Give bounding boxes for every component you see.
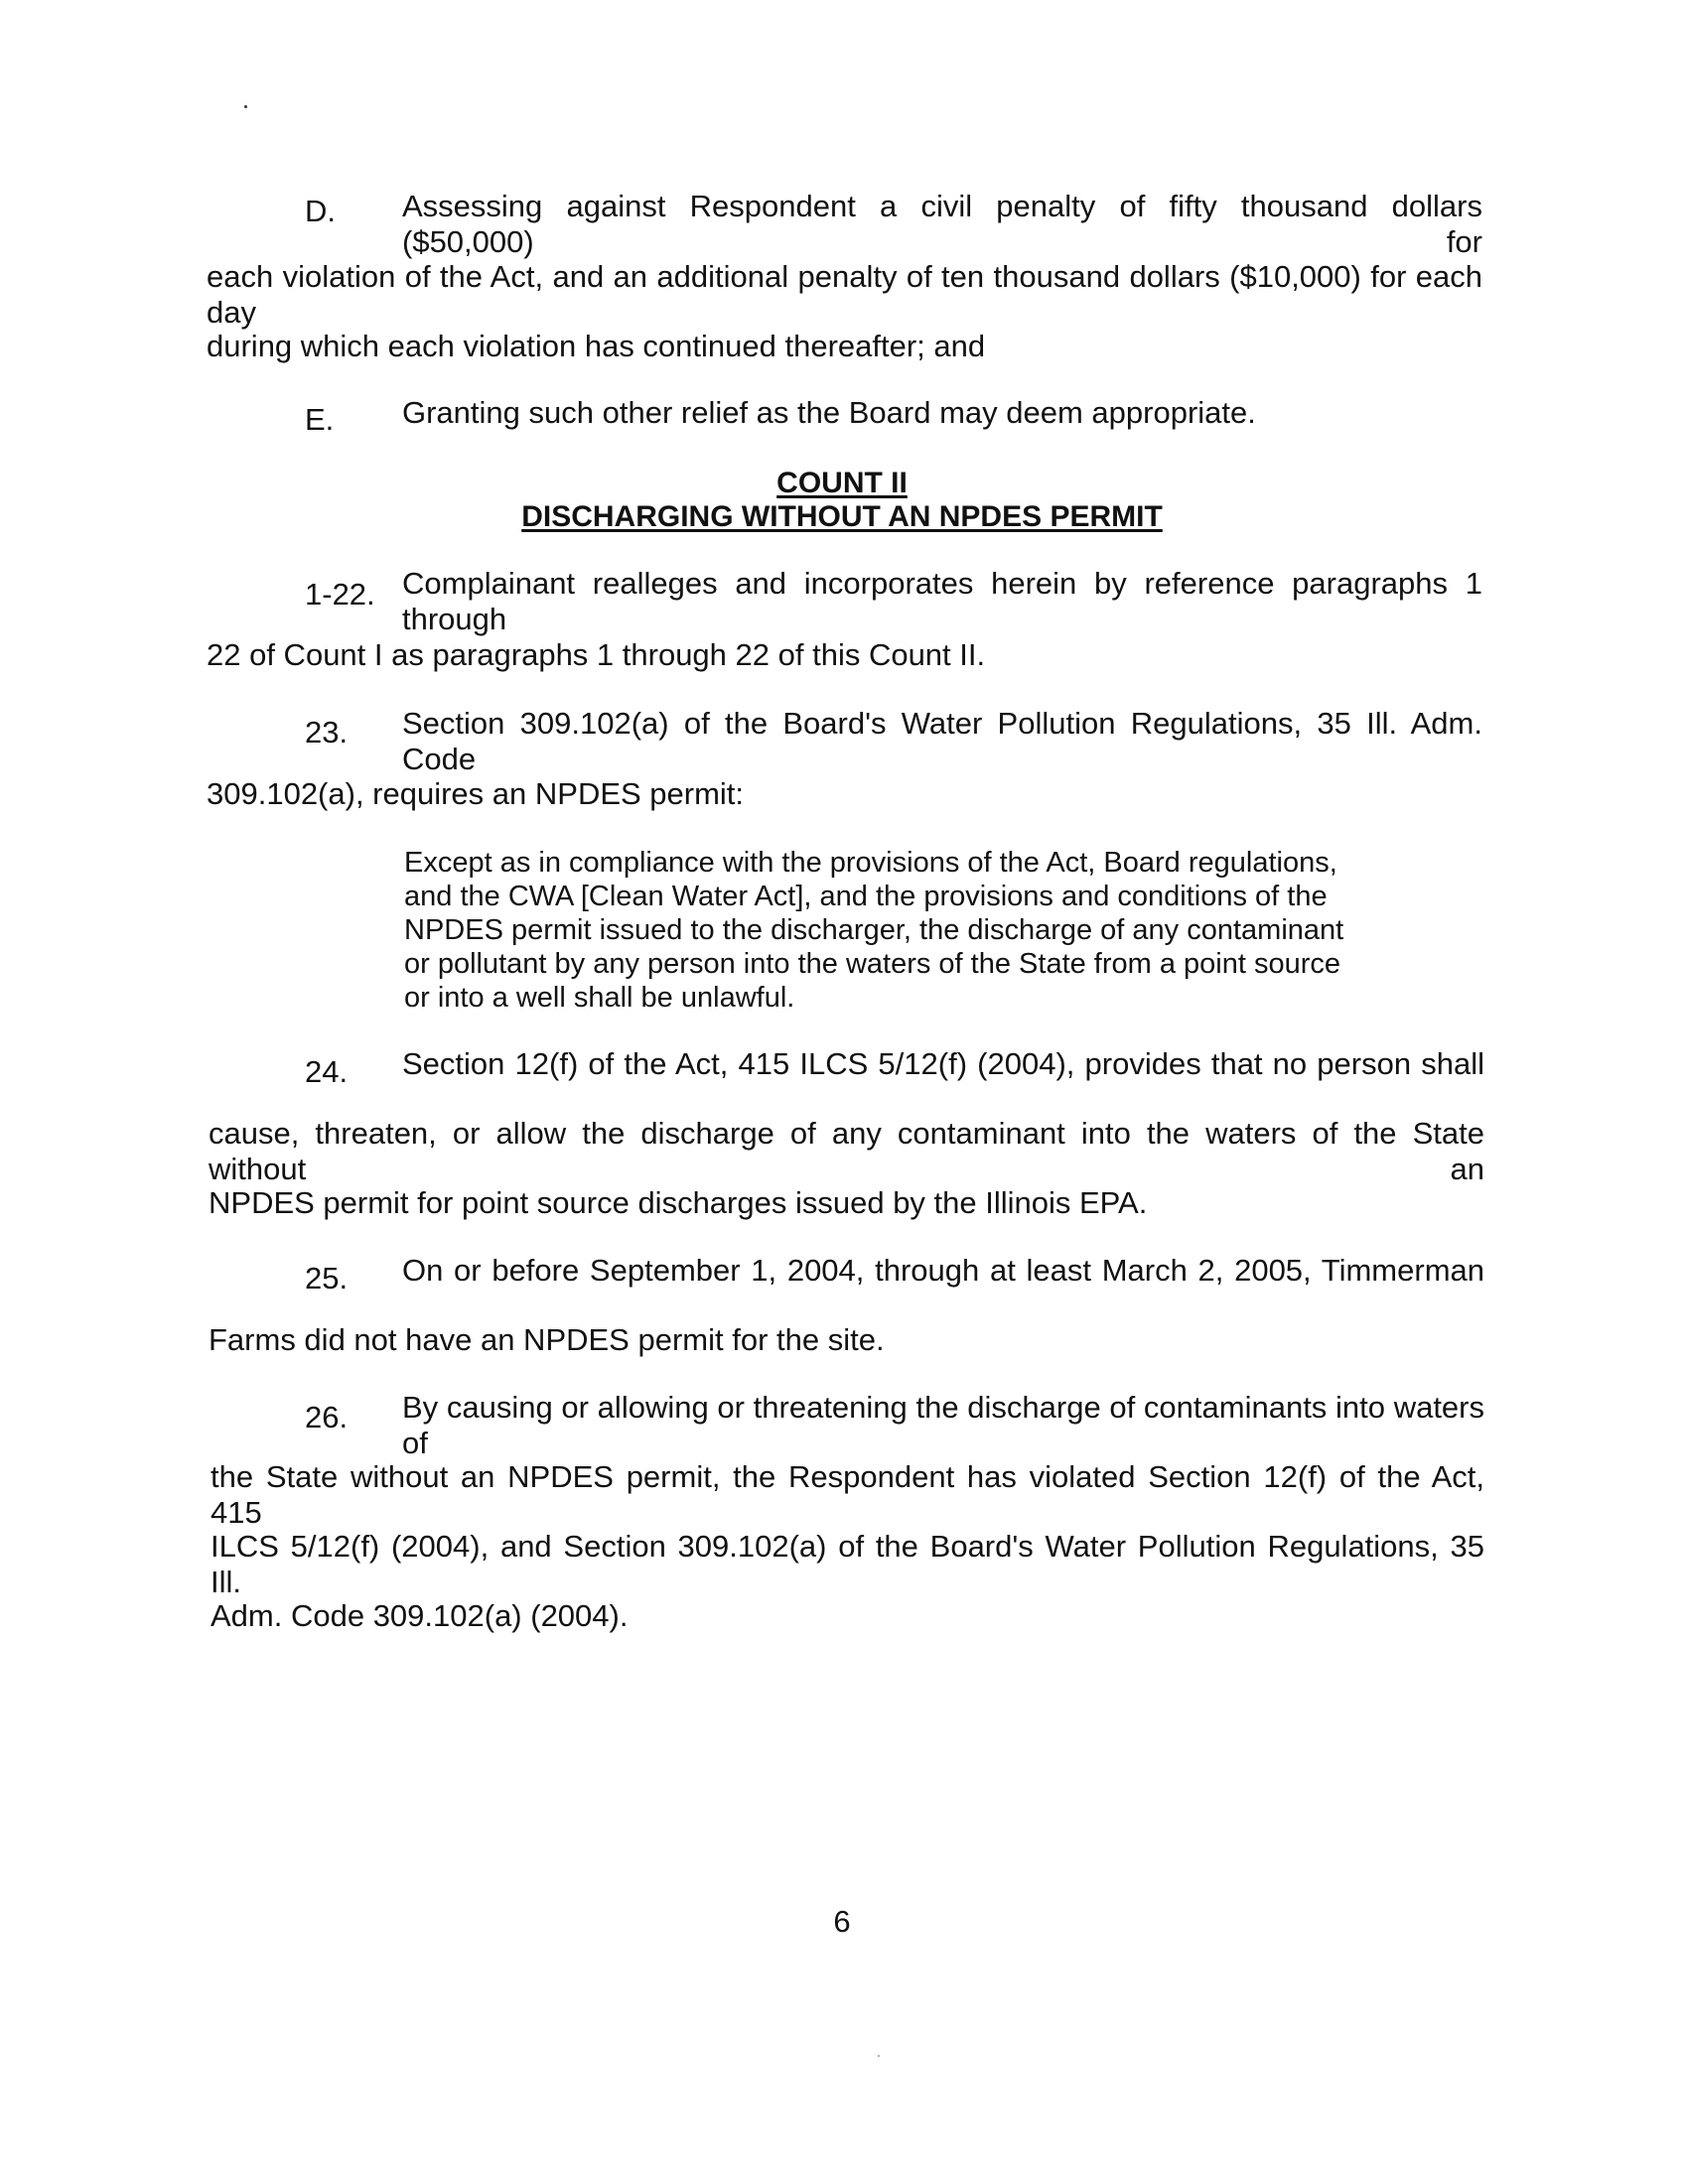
- para-26-line4: Adm. Code 309.102(a) (2004).: [210, 1598, 629, 1633]
- scan-speck: [878, 2055, 880, 2057]
- item-e-text: Granting such other relief as the Board may deem appropriate.: [402, 395, 1256, 430]
- quote-line4: or pollutant by any person into the waters of the State from a point source: [404, 948, 1341, 980]
- block-quote: [404, 846, 1372, 1015]
- para-24-line3: NPDES permit for point source discharges issued by the Illinois EPA.: [209, 1185, 1148, 1220]
- para-24-number: 24.: [305, 1054, 349, 1089]
- item-d-line2: each violation of the Act, and an additional penalty of ten thousand dollars ($10,000) for each day: [207, 259, 1482, 330]
- quote-line2: and the CWA [Clean Water Act], and the provisions and conditions of the: [404, 881, 1328, 912]
- item-d-line3: during which each violation has continued thereafter; and: [207, 329, 986, 363]
- quote-line5: or into a well shall be unlawful.: [404, 982, 795, 1014]
- page-number: 6: [833, 1904, 851, 1939]
- para-25-line2: Farms did not have an NPDES permit for the site.: [209, 1322, 885, 1357]
- item-d-line1: Assessing against Respondent a civil penalty of fifty thousand dollars ($50,000) for: [402, 189, 1482, 259]
- para-26-number: 26.: [305, 1400, 349, 1434]
- para-1-22-line1: Complainant realleges and incorporates herein by reference paragraphs 1 through: [402, 566, 1482, 636]
- para-1-22-line2: 22 of Count I as paragraphs 1 through 22 of this Count II.: [207, 637, 986, 672]
- count-title: COUNT II: [776, 467, 908, 499]
- quote-line3: NPDES permit issued to the discharger, the discharge of any contaminant: [404, 914, 1344, 946]
- para-23-line2: 309.102(a), requires an NPDES permit:: [207, 776, 745, 811]
- scan-speck: [244, 105, 247, 108]
- para-25-number: 25.: [305, 1261, 349, 1296]
- para-25-line1: On or before September 1, 2004, through at least March 2, 2005, Timmerman: [402, 1253, 1484, 1288]
- para-26-line1: By causing or allowing or threatening the discharge of contaminants into waters of: [402, 1390, 1484, 1460]
- quote-line1: Except as in compliance with the provisions of the Act, Board regulations,: [404, 847, 1337, 879]
- para-1-22-number: 1-22.: [305, 577, 375, 612]
- item-e-label: E.: [305, 402, 335, 437]
- para-23-line1: Section 309.102(a) of the Board's Water Pollution Regulations, 35 Ill. Adm. Code: [402, 706, 1482, 776]
- para-24-line1: Section 12(f) of the Act, 415 ILCS 5/12(f) (2004), provides that no person shall: [402, 1046, 1484, 1081]
- para-26-line2: the State without an NPDES permit, the Respondent has violated Section 12(f) of the Act, 415: [210, 1459, 1484, 1530]
- para-24-line2: cause, threaten, or allow the discharge of any contaminant into the waters of the State without an: [209, 1116, 1484, 1186]
- item-d-label: D.: [305, 194, 336, 228]
- para-26-line3: ILCS 5/12(f) (2004), and Section 309.102(a) of the Board's Water Pollution Regulations, 35 Ill.: [210, 1529, 1484, 1599]
- count-subtitle: DISCHARGING WITHOUT AN NPDES PERMIT: [521, 500, 1163, 533]
- para-23-number: 23.: [305, 715, 349, 750]
